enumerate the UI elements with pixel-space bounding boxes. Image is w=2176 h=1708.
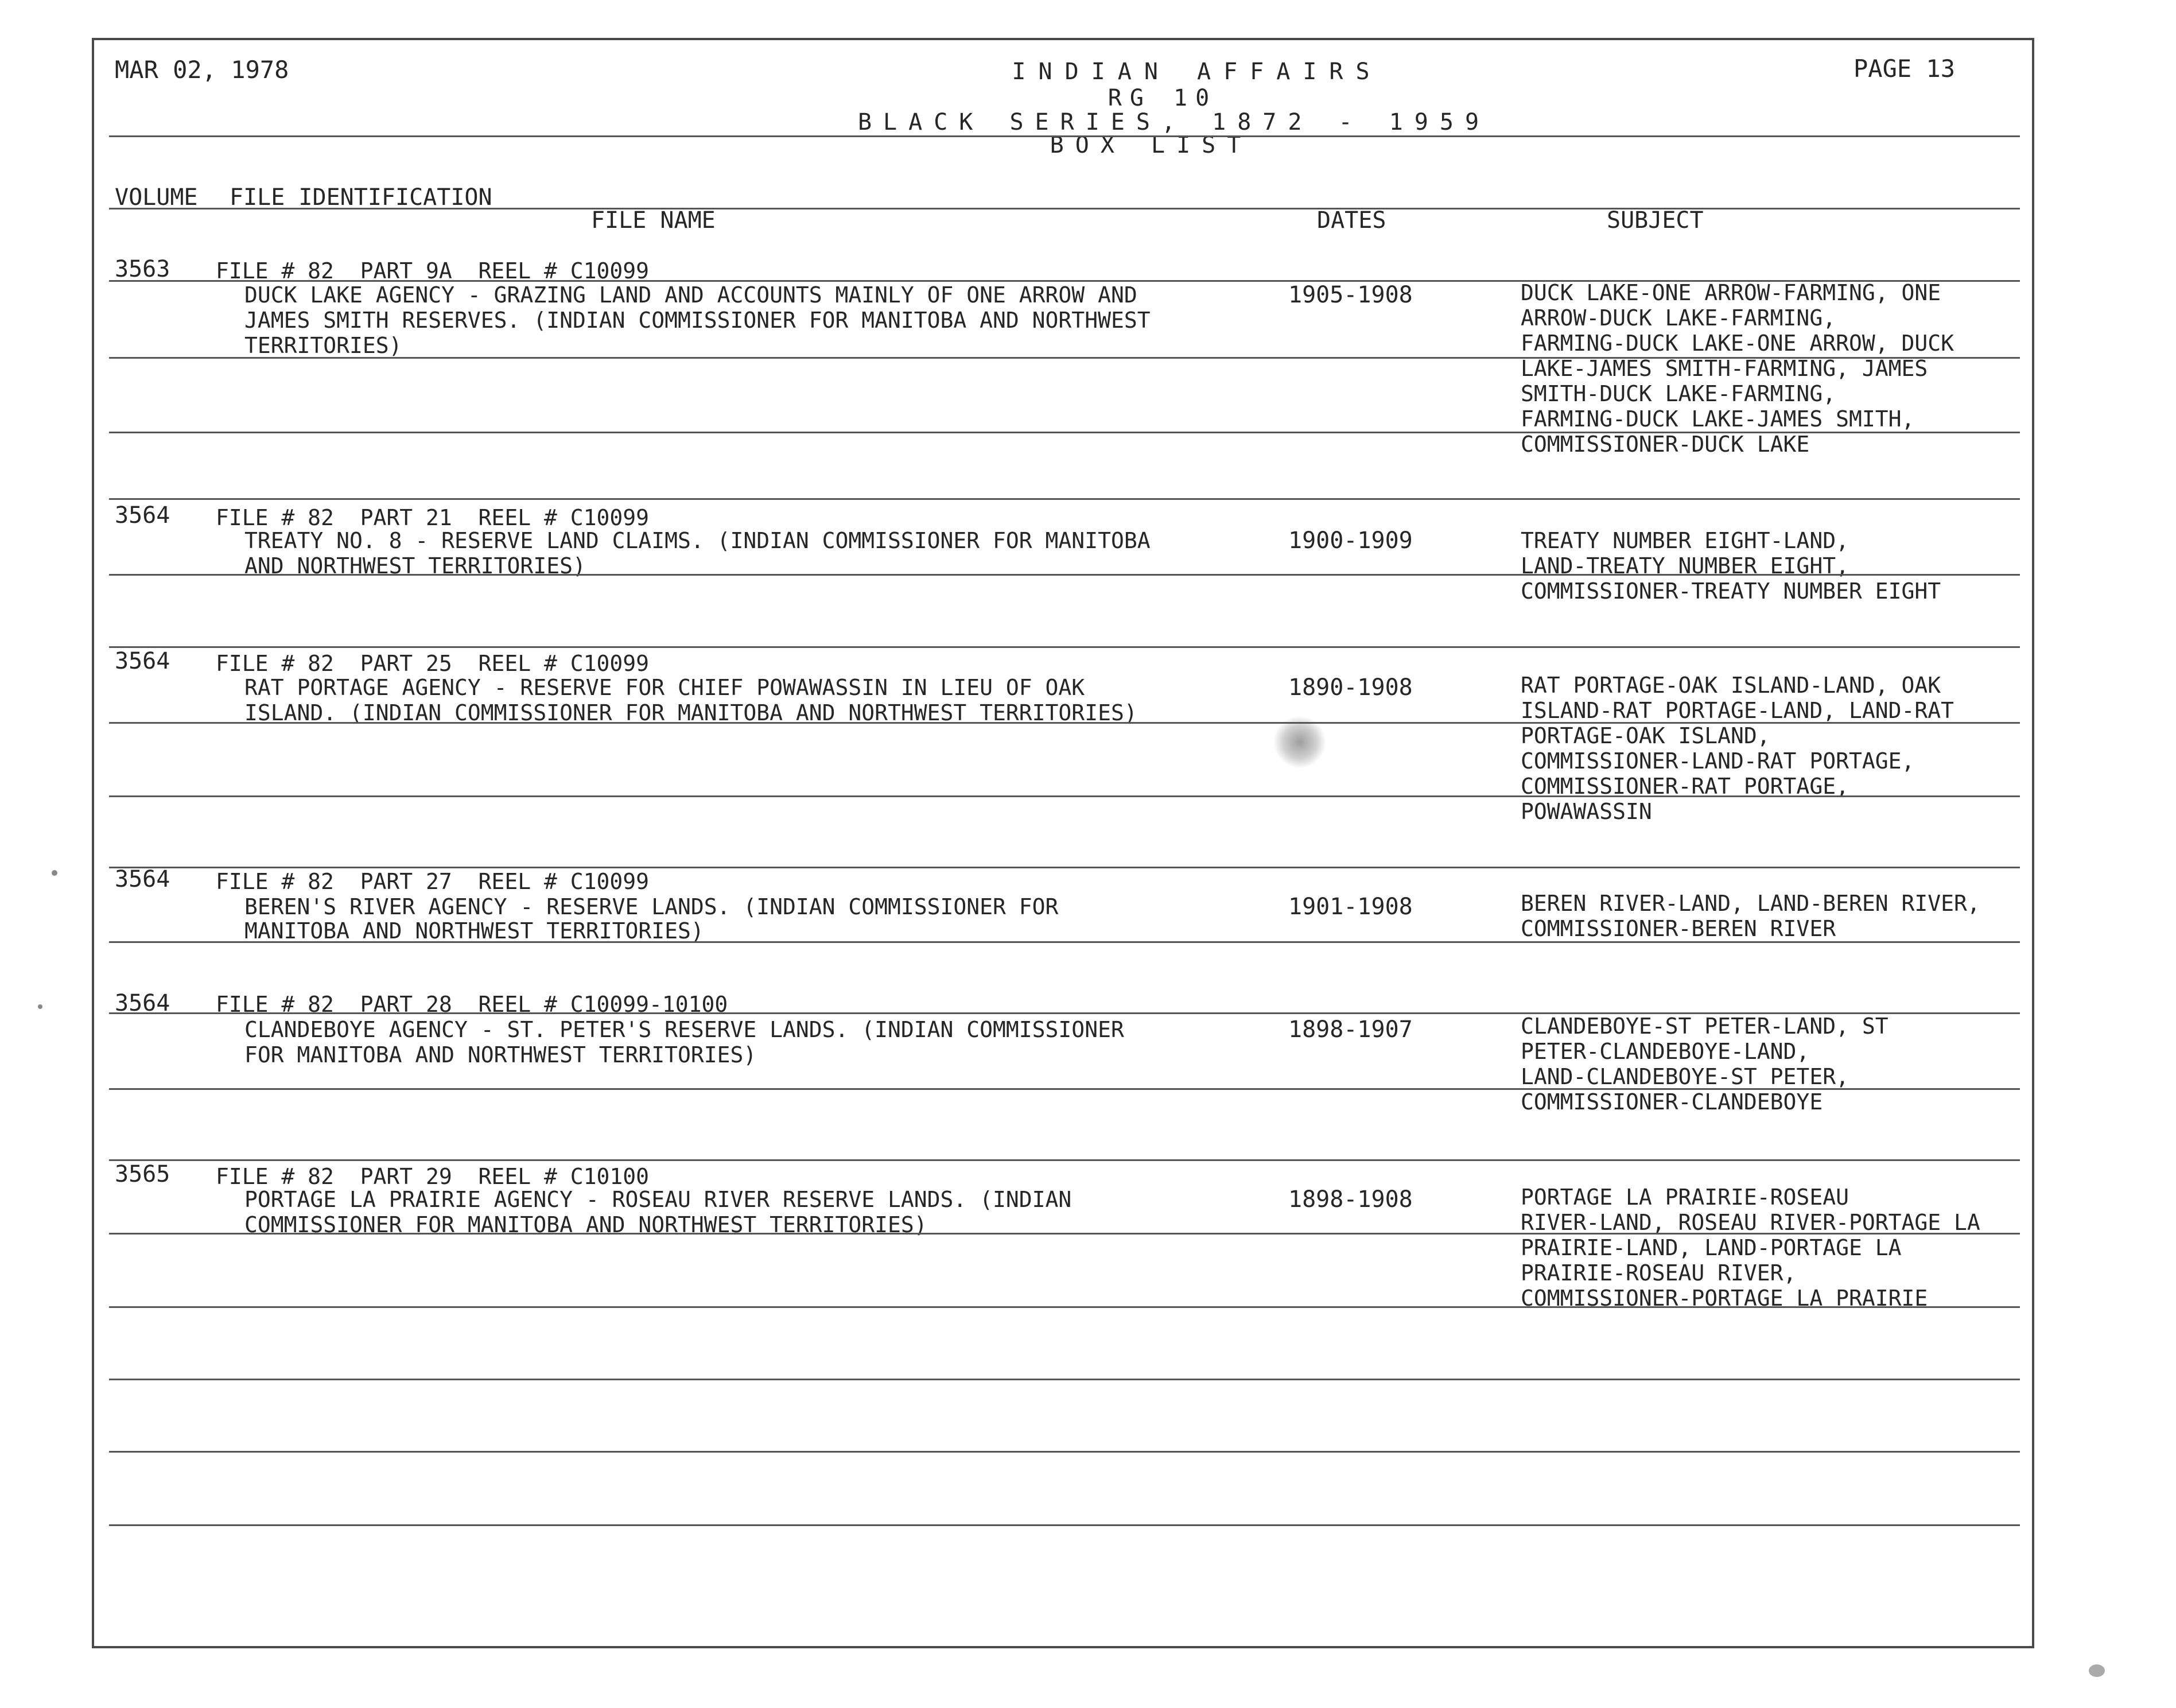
entry-file-name-line: PORTAGE LA PRAIRIE AGENCY - ROSEAU RIVER RESERVE LANDS. (INDIAN [244, 1187, 1072, 1212]
rule [109, 1088, 2020, 1090]
entry-volume: 3565 [115, 1161, 170, 1187]
entry-subject-line: COMMISSIONER-TREATY NUMBER EIGHT [1521, 579, 1941, 604]
entry-subject-line: TREATY NUMBER EIGHT-LAND, [1521, 528, 1849, 553]
entry-volume: 3563 [115, 256, 170, 282]
entry-dates: 1890-1908 [1288, 674, 1413, 701]
entry-subject-line: COMMISSIONER-DUCK LAKE [1521, 432, 1810, 457]
entry-file-name-line: DUCK LAKE AGENCY - GRAZING LAND AND ACCOUNTS MAINLY OF ONE ARROW AND [244, 282, 1137, 308]
entry-subject-line: CLANDEBOYE-ST PETER-LAND, ST [1521, 1014, 1889, 1039]
entry-file-name-line: CLANDEBOYE AGENCY - ST. PETER'S RESERVE LANDS. (INDIAN COMMISSIONER [244, 1017, 1124, 1042]
rule [109, 722, 2020, 724]
entry-subject-line: PORTAGE-OAK ISLAND, [1521, 723, 1770, 748]
rule [109, 1379, 2020, 1380]
entry-subject-line: LAKE-JAMES SMITH-FARMING, JAMES [1521, 356, 1928, 381]
rule [109, 208, 2020, 209]
rule [109, 1159, 2020, 1161]
entry-subject-line: POWAWASSIN [1521, 799, 1652, 824]
entry-dates: 1898-1907 [1288, 1016, 1413, 1043]
entry-subject-line: ARROW-DUCK LAKE-FARMING, [1521, 305, 1836, 331]
entry-subject-line: COMMISSIONER-CLANDEBOYE [1521, 1089, 1823, 1115]
report-date: MAR 02, 1978 [115, 56, 289, 84]
scan-speck [38, 1004, 42, 1009]
entry-file-name-line: FOR MANITOBA AND NORTHWEST TERRITORIES) [244, 1042, 757, 1068]
rule [109, 646, 2020, 648]
entry-file-name-line: TERRITORIES) [244, 333, 402, 358]
entry-subject-line: LAND-CLANDEBOYE-ST PETER, [1521, 1064, 1849, 1089]
entry-subject-line: PRAIRIE-LAND, LAND-PORTAGE LA [1521, 1235, 1902, 1260]
entry-subject-line: FARMING-DUCK LAKE-JAMES SMITH, [1521, 406, 1915, 432]
entry-dates: 1900-1909 [1288, 527, 1413, 554]
rule [109, 1451, 2020, 1453]
rule [109, 1233, 2020, 1235]
entry-dates: 1905-1908 [1288, 282, 1413, 308]
entry-subject-line: LAND-TREATY NUMBER EIGHT, [1521, 553, 1849, 579]
report-title: INDIAN AFFAIRS [1012, 59, 1382, 85]
entry-file-name-line: JAMES SMITH RESERVES. (INDIAN COMMISSIONER FOR MANITOBA AND NORTHWEST [244, 308, 1151, 333]
rule [109, 1306, 2020, 1308]
entry-volume: 3564 [115, 502, 170, 529]
entry-file-name-line: MANITOBA AND NORTHWEST TERRITORIES) [244, 918, 704, 944]
page-number: PAGE 13 [1854, 55, 1956, 83]
entry-file-name-line: COMMISSIONER FOR MANITOBA AND NORTHWEST TERRITORIES) [244, 1212, 927, 1237]
entry-subject-line: COMMISSIONER-RAT PORTAGE, [1521, 774, 1849, 799]
entry-file-name-line: ISLAND. (INDIAN COMMISSIONER FOR MANITOBA AND NORTHWEST TERRITORIES) [244, 700, 1137, 725]
entry-volume: 3564 [115, 990, 170, 1016]
scan-speck [52, 870, 57, 876]
entry-file-id: FILE # 82 PART 9A REEL # C10099 [216, 258, 649, 284]
entry-file-id: FILE # 82 PART 29 REEL # C10100 [216, 1164, 649, 1189]
entry-file-name-line: AND NORTHWEST TERRITORIES) [244, 553, 586, 579]
column-header-dates: DATES [1317, 207, 1386, 234]
entry-file-name-line: RAT PORTAGE AGENCY - RESERVE FOR CHIEF POWAWASSIN IN LIEU OF OAK [244, 675, 1085, 700]
record-group: RG 10 [1108, 85, 1218, 111]
entry-subject-line: PETER-CLANDEBOYE-LAND, [1521, 1039, 1810, 1064]
entry-subject-line: RIVER-LAND, ROSEAU RIVER-PORTAGE LA [1521, 1210, 1980, 1235]
entry-file-name-line: TREATY NO. 8 - RESERVE LAND CLAIMS. (INDIAN COMMISSIONER FOR MANITOBA [244, 528, 1151, 553]
rule [109, 574, 2020, 576]
entry-subject-line: DUCK LAKE-ONE ARROW-FARMING, ONE [1521, 280, 1941, 305]
entry-subject-line: PORTAGE LA PRAIRIE-ROSEAU [1521, 1185, 1849, 1210]
column-header-file-identification: FILE IDENTIFICATION [230, 184, 492, 211]
rule [109, 498, 2020, 500]
column-header-volume: VOLUME [115, 184, 198, 211]
ink-smudge [1274, 716, 1326, 768]
rule [109, 867, 2020, 868]
rule [109, 357, 2020, 359]
list-type: BOX LIST [1050, 132, 1253, 158]
entry-dates: 1898-1908 [1288, 1186, 1413, 1213]
entry-file-id: FILE # 82 PART 21 REEL # C10099 [216, 505, 649, 530]
entry-file-name-line: BEREN'S RIVER AGENCY - RESERVE LANDS. (INDIAN COMMISSIONER FOR [244, 894, 1059, 919]
entry-volume: 3564 [115, 866, 170, 892]
entry-dates: 1901-1908 [1288, 894, 1413, 920]
entry-subject-line: RAT PORTAGE-OAK ISLAND-LAND, OAK [1521, 673, 1941, 698]
entry-subject-line: BEREN RIVER-LAND, LAND-BEREN RIVER, [1521, 891, 1980, 916]
rule [109, 941, 2020, 943]
entry-file-id: FILE # 82 PART 27 REEL # C10099 [216, 869, 649, 894]
entry-subject-line: SMITH-DUCK LAKE-FARMING, [1521, 381, 1836, 406]
entry-file-id: FILE # 82 PART 28 REEL # C10099-10100 [216, 992, 728, 1017]
column-header-file-name: FILE NAME [591, 207, 716, 234]
rule [109, 135, 2020, 137]
entry-subject-line: FARMING-DUCK LAKE-ONE ARROW, DUCK [1521, 331, 1954, 356]
entry-subject-line: COMMISSIONER-LAND-RAT PORTAGE, [1521, 748, 1915, 774]
entry-subject-line: PRAIRIE-ROSEAU RIVER, [1521, 1260, 1797, 1286]
entry-subject-line: COMMISSIONER-PORTAGE LA PRAIRIE [1521, 1286, 1928, 1311]
entry-volume: 3564 [115, 648, 170, 674]
rule [109, 795, 2020, 797]
entry-subject-line: COMMISSIONER-BEREN RIVER [1521, 916, 1836, 941]
entry-subject-line: ISLAND-RAT PORTAGE-LAND, LAND-RAT [1521, 698, 1954, 723]
scan-speck [2089, 1664, 2105, 1677]
rule [109, 432, 2020, 433]
series-title: BLACK SERIES, 1872 - 1959 [857, 109, 1491, 135]
entry-file-id: FILE # 82 PART 25 REEL # C10099 [216, 651, 649, 676]
column-header-subject: SUBJECT [1607, 207, 1704, 234]
rule [109, 1524, 2020, 1526]
